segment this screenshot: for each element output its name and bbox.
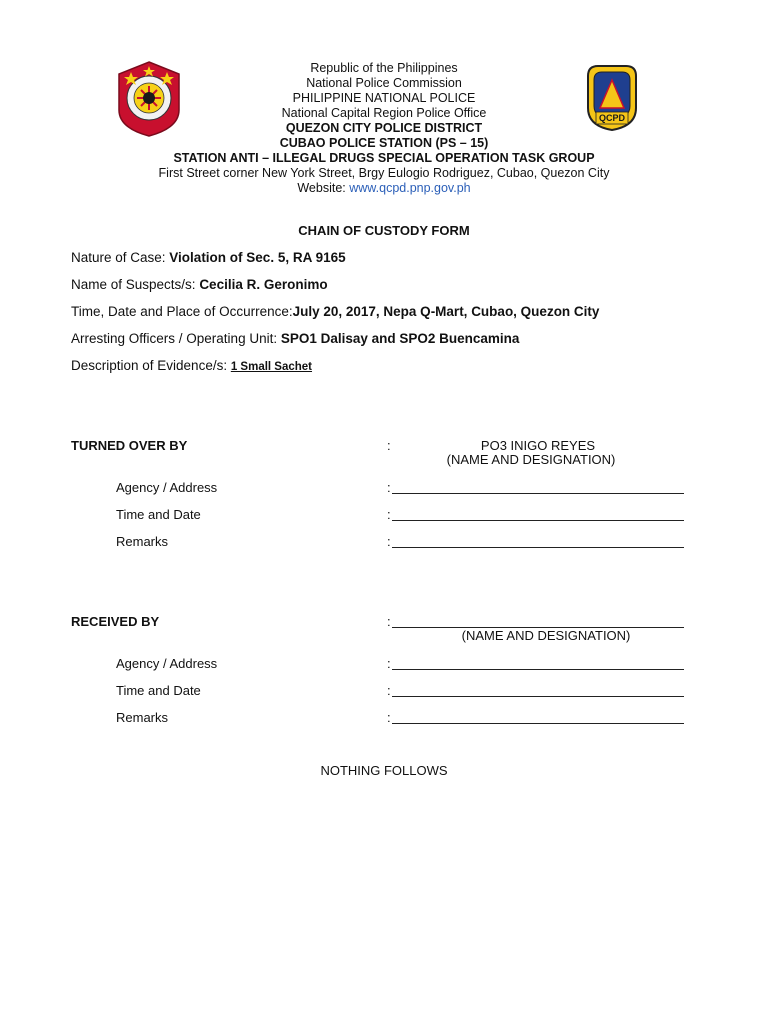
turned-over-designation: (NAME AND DESIGNATION) — [446, 452, 616, 467]
website-label: Website: — [297, 181, 346, 195]
turned-over-agency-label: Agency / Address — [116, 480, 218, 495]
turned-over-time-field[interactable] — [392, 508, 684, 521]
turned-over-time-label: Time and Date — [116, 507, 201, 522]
header-line-5: QUEZON CITY POLICE DISTRICT — [285, 121, 483, 135]
received-time-field[interactable] — [392, 684, 684, 697]
nature-of-case — [71, 250, 346, 265]
header-website — [110, 181, 658, 196]
header-line-1: Republic of the Philippines — [310, 61, 458, 75]
qcpd-logo — [582, 62, 642, 132]
qcpd-badge-text: QCPD — [598, 113, 625, 123]
turned-over-remarks-field[interactable] — [392, 535, 684, 548]
evidence-label: Description of Evidence/s: — [71, 358, 231, 373]
received-colon: : — [387, 614, 391, 629]
colon: : — [387, 480, 391, 495]
header-line-8: First Street corner New York Street, Brgy Eulogio Rodriguez, Cubao, Quezon City — [158, 166, 610, 180]
received-agency-field[interactable] — [392, 657, 684, 670]
occurrence-value: July 20, 2017, Nepa Q-Mart, Cubao, Quezon City — [292, 304, 600, 319]
officers-value: SPO1 Dalisay and SPO2 Buencamina — [280, 331, 520, 346]
received-remarks-field[interactable] — [392, 711, 684, 724]
header-line-3: PHILIPPINE NATIONAL POLICE — [292, 91, 476, 105]
occurrence-label: Time, Date and Place of Occurrence: — [71, 304, 293, 319]
nothing-follows: NOTHING FOLLOWS — [320, 763, 448, 778]
turned-over-name: PO3 INIGO REYES — [480, 438, 596, 453]
received-name-field[interactable] — [392, 615, 684, 628]
colon: : — [387, 534, 391, 549]
header-line-7: STATION ANTI – ILLEGAL DRUGS SPECIAL OPERATION TASK GROUP — [173, 151, 595, 165]
colon: : — [387, 683, 391, 698]
colon: : — [387, 507, 391, 522]
website-link[interactable]: www.qcpd.pnp.gov.ph — [349, 181, 471, 195]
suspect-value: Cecilia R. Geronimo — [199, 277, 328, 292]
header-line-6: CUBAO POLICE STATION (PS – 15) — [279, 136, 489, 150]
occurrence — [71, 304, 599, 319]
turned-over-agency-field[interactable] — [392, 481, 684, 494]
received-heading: RECEIVED BY — [71, 614, 160, 629]
received-agency-label: Agency / Address — [116, 656, 218, 671]
turned-over-heading: TURNED OVER BY — [71, 438, 188, 453]
header-line-4: National Capital Region Police Office — [281, 106, 487, 120]
arresting-officers — [71, 331, 519, 346]
colon: : — [387, 656, 391, 671]
received-remarks-label: Remarks — [116, 710, 169, 725]
suspect-label: Name of Suspects/s: — [71, 277, 200, 292]
colon: : — [387, 710, 391, 725]
suspect-name — [71, 277, 328, 292]
nature-label: Nature of Case: — [71, 250, 170, 265]
turned-over-remarks-label: Remarks — [116, 534, 169, 549]
turned-over-colon: : — [387, 438, 391, 453]
received-time-label: Time and Date — [116, 683, 201, 698]
evidence-value: 1 Small Sachet — [230, 361, 313, 373]
received-designation: (NAME AND DESIGNATION) — [461, 628, 631, 643]
officers-label: Arresting Officers / Operating Unit: — [71, 331, 281, 346]
nature-value: Violation of Sec. 5, RA 9165 — [169, 250, 346, 265]
header-line-2: National Police Commission — [306, 76, 462, 90]
form-title: CHAIN OF CUSTODY FORM — [298, 223, 470, 238]
evidence-description — [71, 358, 312, 373]
